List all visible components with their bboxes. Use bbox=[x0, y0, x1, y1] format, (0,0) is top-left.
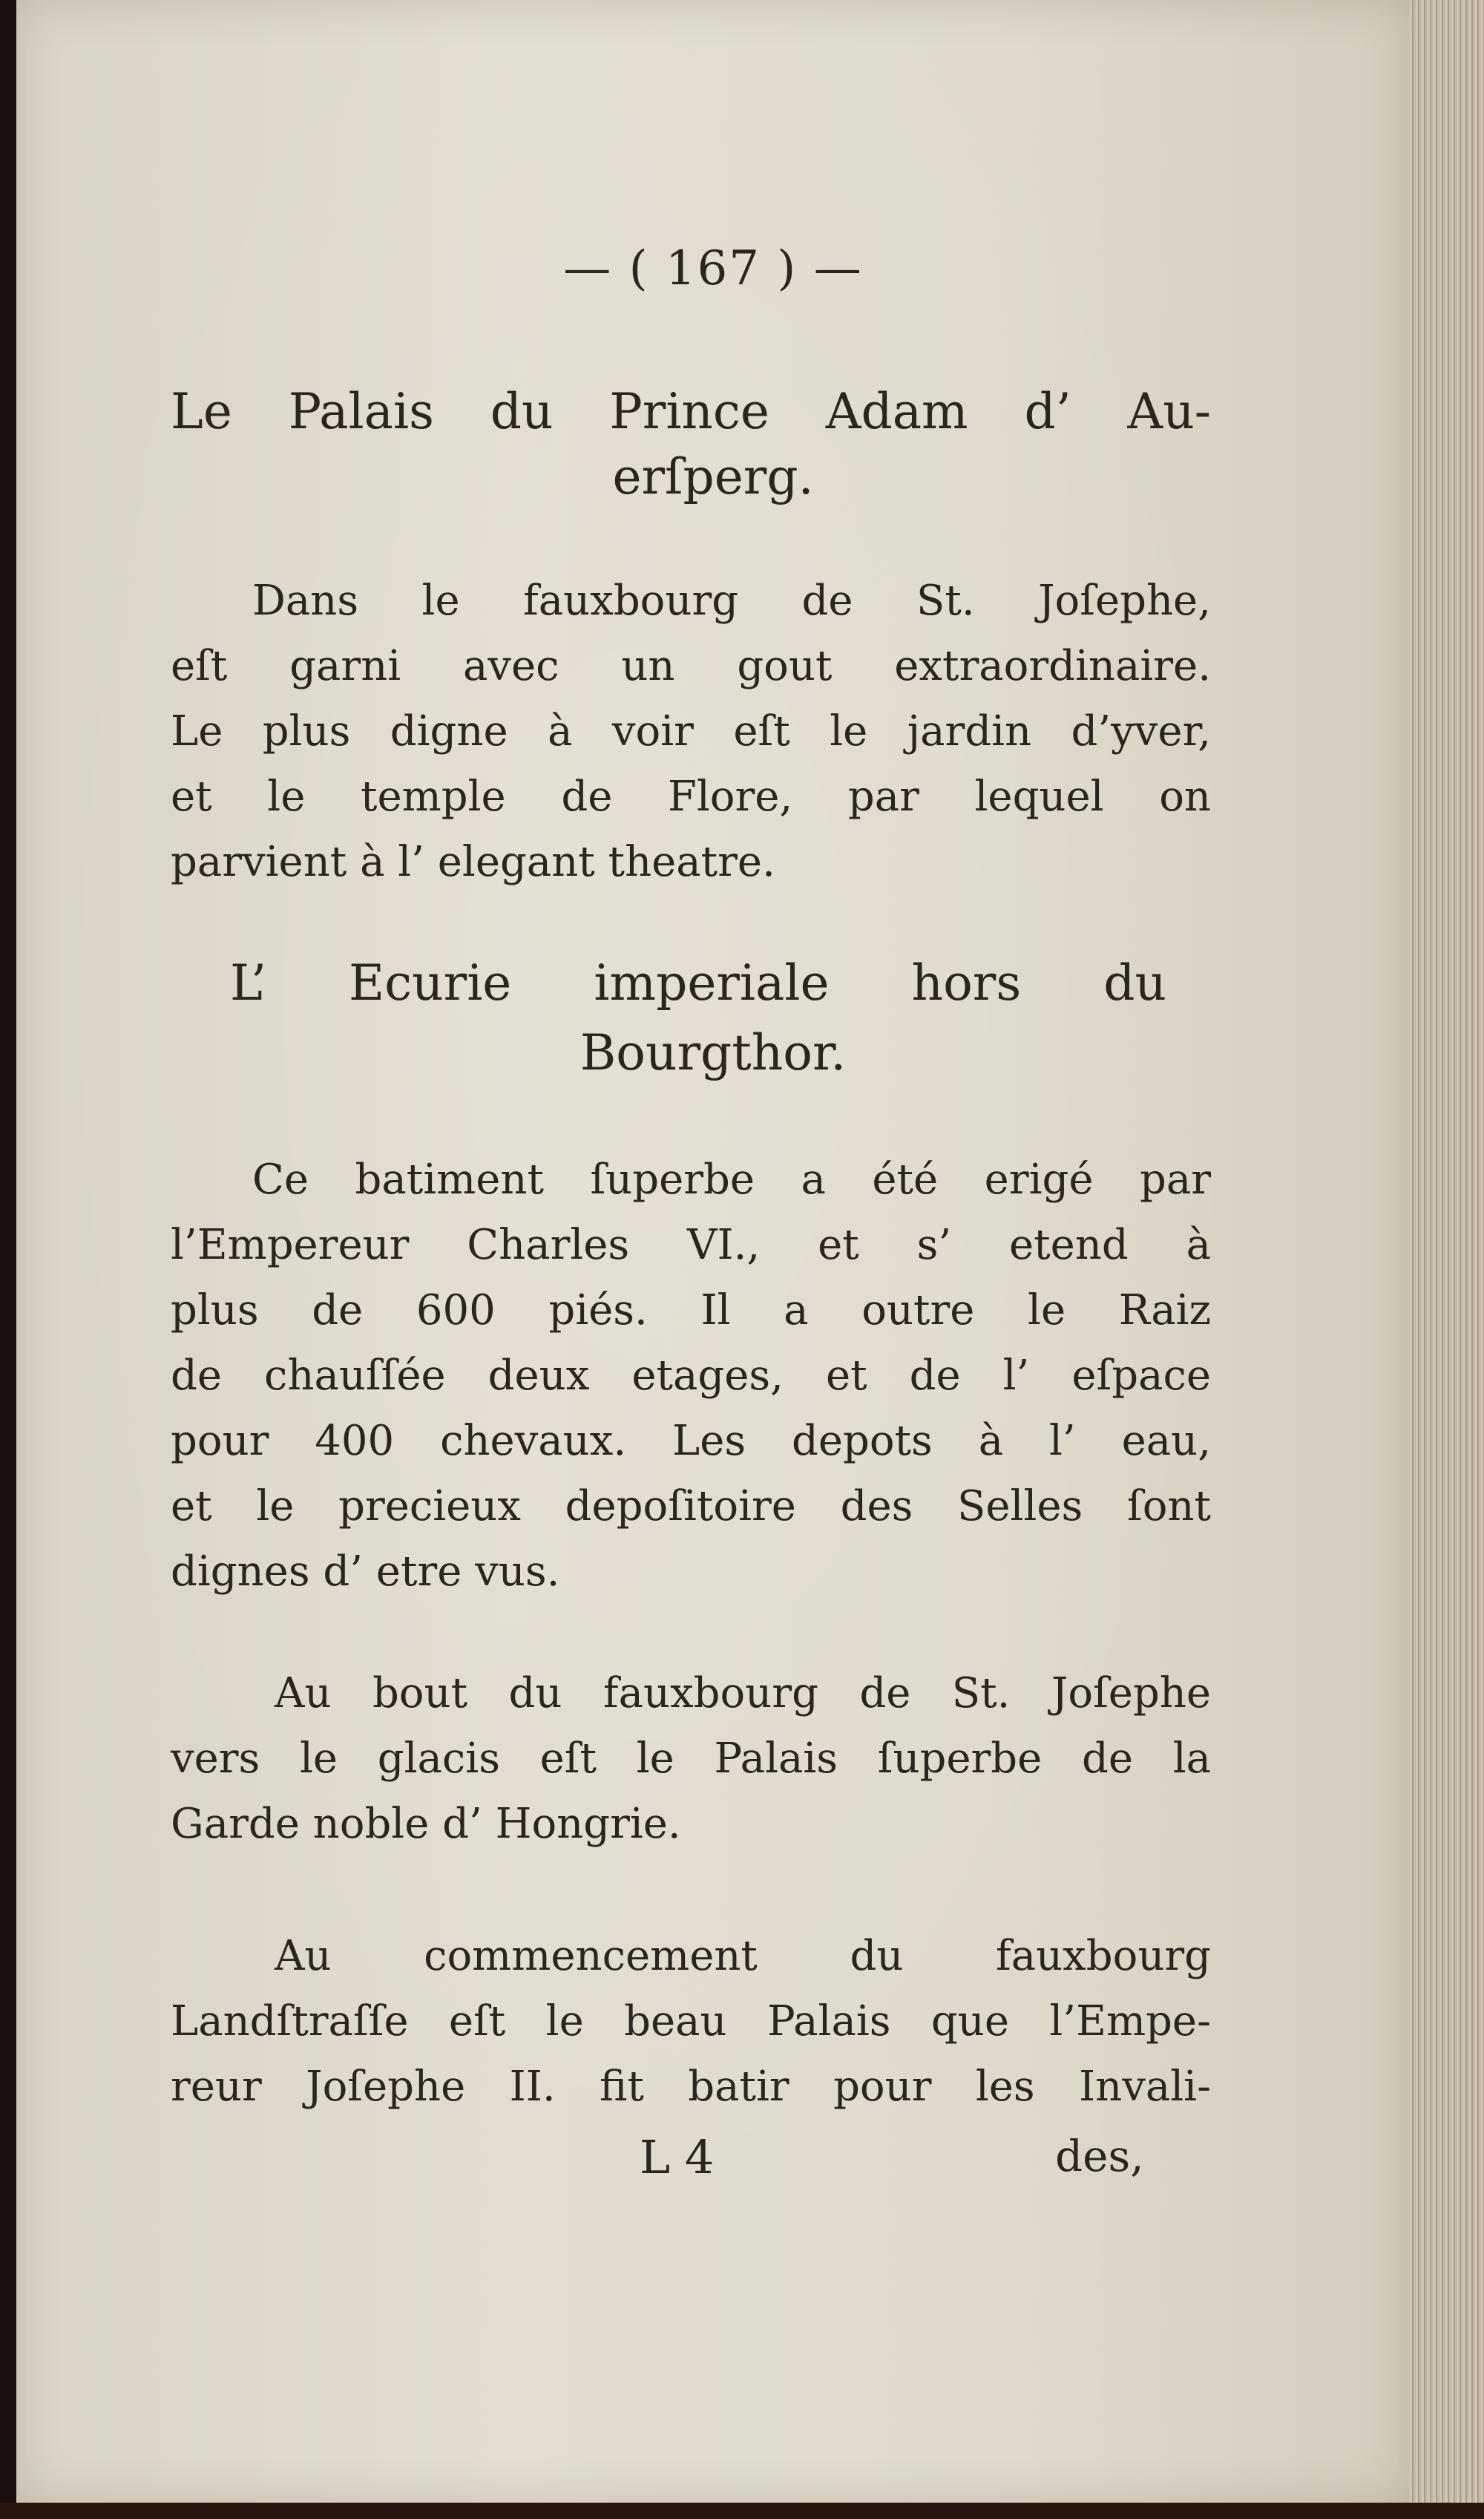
paper-page bbox=[16, 0, 1410, 2503]
paragraph-line: dignes d’ etre vus. bbox=[171, 1547, 560, 1596]
page-edges bbox=[1410, 0, 1484, 2519]
section-heading: Bourgthor. bbox=[580, 1024, 847, 1081]
signature-mark: L 4 bbox=[640, 2130, 715, 2184]
running-head: — ( 167 ) — bbox=[563, 241, 863, 296]
paragraph-line: Le plus digne à voir eſt le jardin d’yver, bbox=[171, 707, 1211, 756]
paragraph-line: et le temple de Flore, par lequel on bbox=[171, 773, 1211, 821]
paragraph-line: Au bout du fauxbourg de St. Joſephe bbox=[275, 1669, 1211, 1717]
paragraph-line: de chauſſée deux etages, et de l’ eſpace bbox=[171, 1352, 1211, 1400]
paragraph-line: Dans le fauxbourg de St. Joſephe, bbox=[252, 577, 1211, 625]
paragraph-line: vers le glacis eſt le Palais ſuperbe de la bbox=[171, 1735, 1211, 1783]
paragraph-line: parvient à l’ elegant theatre. bbox=[171, 838, 775, 886]
paragraph-line: Landſtraſſe eſt le beau Palais que l’Empe- bbox=[171, 1997, 1211, 2045]
paragraph-line: et le precieux depoſitoire des Selles ſont bbox=[171, 1482, 1211, 1530]
paragraph-line: eſt garni avec un gout extraordinaire. bbox=[171, 642, 1211, 690]
paragraph-line: Au commencement du fauxbourg bbox=[275, 1932, 1211, 1980]
catchword: des, bbox=[1055, 2131, 1144, 2181]
section-heading: erſperg. bbox=[612, 448, 814, 505]
paragraph-line: l’Empereur Charles VI., et s’ etend à bbox=[171, 1221, 1211, 1269]
section-heading: Le Palais du Prince Adam d’ Au- bbox=[171, 383, 1211, 440]
paragraph-line: reur Joſephe II. fit batir pour les Invali- bbox=[171, 2063, 1211, 2111]
section-heading: L’ Ecurie imperiale hors du bbox=[230, 954, 1166, 1012]
paragraph-line: plus de 600 piés. Il a outre le Raiz bbox=[171, 1286, 1211, 1334]
paragraph-line: Garde noble d’ Hongrie. bbox=[171, 1800, 681, 1848]
binding-edge bbox=[0, 2503, 1484, 2519]
paragraph-line: pour 400 chevaux. Les depots à l’ eau, bbox=[171, 1417, 1211, 1465]
paragraph-line: Ce batiment ſuperbe a été erigé par bbox=[252, 1156, 1211, 1204]
